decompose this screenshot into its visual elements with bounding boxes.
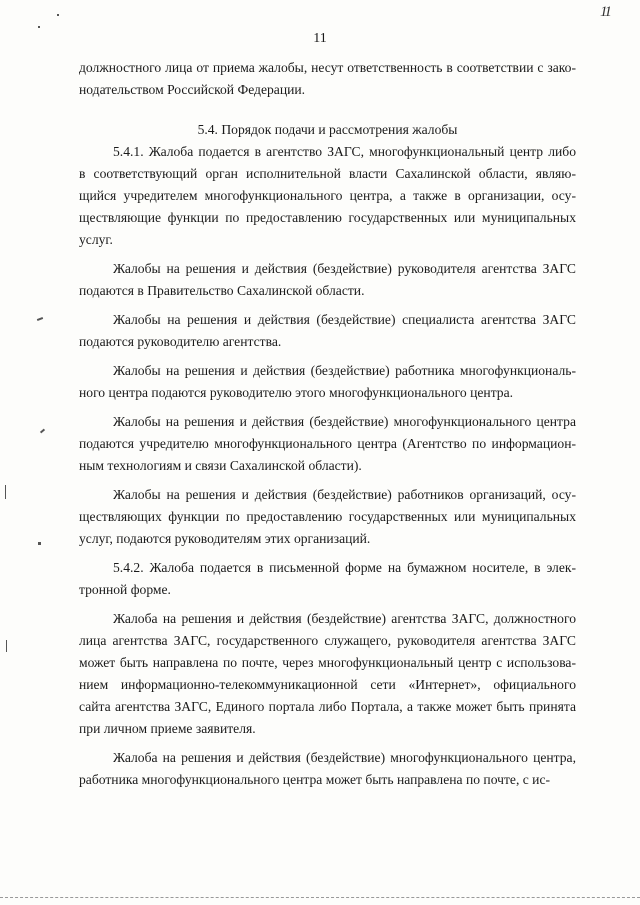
scan-speck: [38, 26, 40, 28]
paragraph-line: в соответствующий орган исполнительной власти Сахалинской области, являю-: [79, 166, 576, 181]
paragraph-line: Жалоба на решения и действия (бездействие) агентства ЗАГС, должностного: [113, 611, 576, 626]
paragraph-line: подаются учредителю многофункционального центра (Агентство по информацион-: [79, 436, 576, 451]
paragraph-line: может быть направлена по почте, через многофункциональный центр с использова-: [79, 655, 576, 670]
document-body: [79, 57, 576, 791]
scan-speck: [38, 542, 41, 545]
paragraph: [79, 557, 576, 601]
paragraph-line: Жалобы на решения и действия (бездействие) специалиста агентства ЗАГС: [113, 312, 576, 327]
paragraph-line: 5.4.1. Жалоба подается в агентство ЗАГС, многофункциональный центр либо: [113, 144, 576, 159]
paragraph: [79, 141, 576, 251]
paragraph-line: сайта агентства ЗАГС, Единого портала либо Портала, а также может быть принята: [79, 699, 576, 714]
scan-speck: [5, 485, 6, 499]
intro-line: нодательством Российской Федерации.: [79, 82, 306, 97]
paragraph-line: тронной форме.: [79, 582, 171, 597]
paragraph-line: ществляющих функции по предоставлению государственных или муниципальных: [79, 509, 576, 524]
paragraph-line: при личном приеме заявителя.: [79, 721, 256, 736]
paragraph-line: подаются руководителю агентства.: [79, 334, 282, 349]
paragraph-line: работника многофункционального центра может быть направлена по почте, с ис-: [79, 772, 551, 787]
paragraph: [79, 309, 576, 353]
paragraph-line: Жалобы на решения и действия (бездействие) многофункционального центра: [113, 414, 576, 429]
paragraph-line: 5.4.2. Жалоба подается в письменной форме на бумажном носителе, в элек-: [113, 560, 576, 575]
paragraph-line: ществляющие функции по предоставлению государственных или муниципальных: [79, 210, 576, 225]
paragraph: [79, 258, 576, 302]
section-heading: 5.4. Порядок подачи и рассмотрения жалобы: [197, 122, 458, 137]
scan-speck: [6, 640, 7, 652]
paragraph-line: лица агентства ЗАГС, государственного служащего, руководителя агентства ЗАГС: [79, 633, 576, 648]
paragraph: [79, 608, 576, 740]
paragraph: [79, 484, 576, 550]
paragraph-line: ным технологиям и связи Сахалинской области).: [79, 458, 362, 473]
paragraph-line: щийся учредителем многофункционального центра, а также в организации, осу-: [79, 188, 576, 203]
paragraph-line: услуг.: [79, 232, 113, 247]
scan-speck: [57, 14, 59, 16]
paragraph: [79, 411, 576, 477]
scan-speck: [37, 317, 43, 321]
page-number: 11: [313, 31, 327, 46]
paragraph-line: услуг, подаются руководителям этих организаций.: [79, 531, 371, 546]
paragraph-line: Жалобы на решения и действия (бездействие) работников организаций, осу-: [113, 487, 576, 502]
scan-speck: [40, 429, 45, 434]
scan-bottom-edge: [0, 897, 640, 899]
paragraph-line: ного центра подаются руководителю этого многофункционального центра.: [79, 385, 514, 400]
paragraph-line: Жалобы на решения и действия (бездействие) руководителя агентства ЗАГС: [113, 261, 576, 276]
handwritten-page-mark: 11: [600, 4, 610, 20]
paragraph-line: Жалобы на решения и действия (бездействие) работника многофункциональ-: [113, 363, 576, 378]
paragraph-line: Жалоба на решения и действия (бездействие) многофункционального центра,: [113, 750, 576, 765]
intro-line: должностного лица от приема жалобы, несут ответственность в соответствии с зако-: [79, 60, 576, 75]
paragraph: [79, 747, 576, 791]
paragraph-line: нием информационно-телекоммуникационной сети «Интернет», официального: [79, 677, 576, 692]
paragraph: [79, 360, 576, 404]
paragraph-line: подаются в Правительство Сахалинской области.: [79, 283, 365, 298]
